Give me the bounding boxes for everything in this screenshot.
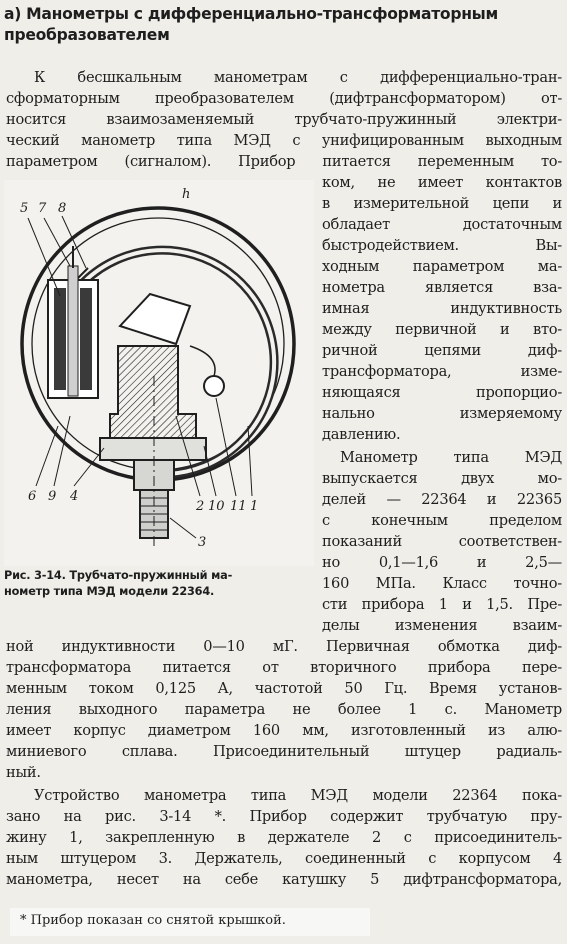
coil-winding-left [54,288,66,390]
text-line: ческий манометр типа МЭД с унифицированным выходным [6,132,562,149]
text-line: в измерительной цепи и [322,195,562,212]
text-line: параметром (сигналом). Прибор питается переменным то- [6,153,562,170]
text-line: трансформатора питается от вторичного прибора пере- [6,659,562,676]
text-line: сти прибора 1 и 1,5. Пре- [322,596,562,613]
heading-line: а) Манометры с дифференциально-трансформаторным [4,5,498,23]
text-line: показаний соответствен- [322,533,562,550]
terminal-block [204,376,224,396]
figure-label: 11 [230,499,247,514]
text-line: жину 1, закрепленную в держателе 2 с присоединитель- [6,829,562,846]
figure-label: h [182,187,191,202]
text-line: ричной цепями диф- [322,342,562,359]
text-line: имная индуктивность [322,300,562,317]
figure-label: 8 [58,201,67,216]
footnote [10,908,370,936]
coil-core [68,266,78,396]
text-line: 160 МПа. Класс точно- [322,575,562,592]
text-line: ком, не имеет контактов [322,174,562,191]
caption-line: Рис. 3-14. Трубчато-пружинный ма- [4,569,233,582]
text-line: ходным параметром ма- [322,258,562,275]
footnote-text: * Прибор показан со снятой крышкой. [20,913,286,928]
coil-winding-right [80,288,92,390]
text-line: давлению. [322,426,401,443]
text-line: К бесшкальным манометрам с дифференциально-тран- [34,69,562,86]
text-line: делы изменения взаим- [322,617,562,634]
housing-mount [100,438,206,460]
figure-label: 5 [20,201,29,216]
manometer-drawing [0,176,318,568]
figure-caption [4,568,314,600]
text-line: выпускается двух мо- [322,470,562,487]
figure-label: 9 [48,489,57,504]
figure-label: 3 [198,535,207,550]
figure-label: 4 [70,489,79,504]
figure-manometer [0,176,318,568]
figure-label: 1 [250,499,259,514]
text-line: ный. [6,764,41,781]
text-line: с конечным пределом [322,512,562,529]
figure-label: 10 [208,499,225,514]
text-line: делей — 22364 и 22365 [322,491,562,508]
text-line: ной индуктивности 0—10 мГ. Первичная обмотка диф- [6,638,562,655]
heading-line: преобразователем [4,26,170,44]
section-heading [4,4,564,46]
figure-label: 6 [28,489,37,504]
text-line: ления выходного параметра не более 1 с. Манометр [6,701,562,718]
text-line: манометра, несет на себе катушку 5 дифтрансформатора, [6,871,562,888]
text-line: няющаяся пропорцио- [322,384,562,401]
text-line: обладает достаточным [322,216,562,233]
text-line: носится взаимозаменяемый трубчато-пружинный электри- [6,111,562,128]
text-line: имеет корпус диаметром 160 мм, изготовленный из алю- [6,722,562,739]
text-line: менным током 0,125 А, частотой 50 Гц. Время установ- [6,680,562,697]
text-line: сформаторным преобразователем (дифтрансформатором) от- [6,90,562,107]
text-line: Устройство манометра типа МЭД модели 22364 пока- [34,787,562,804]
text-line: нометра является вза- [322,279,562,296]
figure-label: 2 [196,499,205,514]
text-line: но 0,1—1,6 и 2,5— [322,554,562,571]
text-line: нально измеряемому [322,405,562,422]
text-line: трансформатора, изме- [322,363,562,380]
text-line: миниевого сплава. Присоединительный штуцер радиаль- [6,743,562,760]
figure-label: 7 [38,201,47,216]
text-line: Манометр типа МЭД [340,449,562,466]
text-line: ным штуцером 3. Держатель, соединенный с корпусом 4 [6,850,562,867]
text-line: быстродействием. Вы- [322,237,562,254]
text-line: зано на рис. 3-14 *. Прибор содержит трубчатую пру- [6,808,562,825]
text-line: между первичной и вто- [322,321,562,338]
caption-line: нометр типа МЭД модели 22364. [4,585,215,598]
